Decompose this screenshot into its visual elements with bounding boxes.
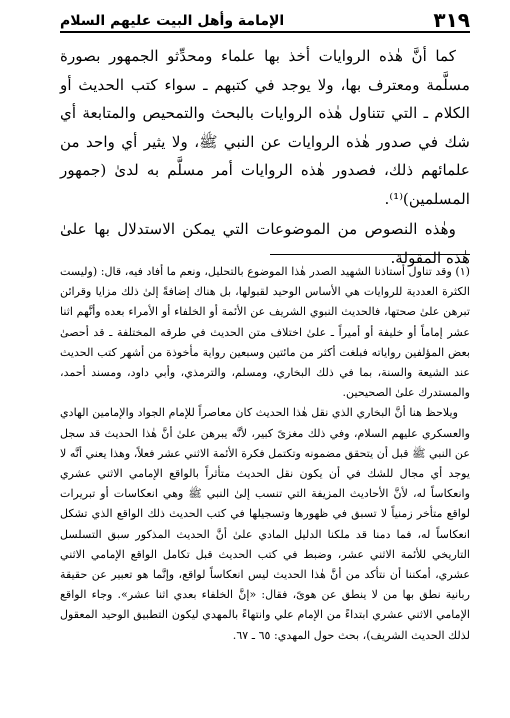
running-title: الإمامة وأهل البيت عليهم السلام — [60, 13, 285, 29]
footnotes — [60, 262, 470, 646]
footnote-1-continuation: ويلاحظ هنا أنَّ البخاري الذي نقل هٰذا الحديث كان معاصراً للإمام الجواد والإمامين الهادي والعسكري عليهم السلام، وفي ذلك مغزىً كبير، لأنَّه يبرهن علىٰ أنَّ هٰذا الحديث قد سجل عن النبي ﷺ قبل أن يتحقق مضمونه وتكتمل فكرة الأئمة الاثني عشر فعلاً، وهذا يعني أنَّه لا يوجد أي مجال للشك في أن يكون نقل الحديث متأثراً بالواقع الإمامي الاثني عشري وانعكاساً له، لأنَّ الأحاديث المزيفة التي تنسب إلىٰ النبي ﷺ وهي انعكاسات أو تبريرات لواقع متأخر زمنياً لا تسبق في ظهورها وتسجيلها في كتب الحديث ذلك الواقع الذي تشكل انعكاساً له، فما دمنا قد ملكنا الدليل المادي علىٰ أنَّ الحديث المذكور سبق التسلسل التاريخي للأئمة الاثني عشر، وضبط في كتب الحديث قبل تكامل الواقع الإمامي الاثني عشري، أمكننا أن نتأكد من أنَّ هٰذا الحديث ليس انعكاساً لواقع، وإنَّما هو تعبير عن حقيقة ربانية نطق بها من لا ينطق عن هوىً، فقال: «إنَّ الخلفاء بعدي اثنا عشر». وجاء الواقع الإمامي الاثني عشري ابتداءً من الإمام علي وانتهاءً بالمهدي ليكون التطبيق الوحيد المعقول لذلك الحديث الشريف)، بحث حول المهدي: ٦٥ ـ ٦٧. — [60, 406, 470, 642]
main-paragraph: وهٰذه النصوص من الموضوعات التي يمكن الاستدلال بها علىٰ هٰذه المقولة. — [60, 220, 470, 267]
page-header — [60, 8, 470, 30]
main-text — [60, 42, 470, 272]
page-number: ٣١٩ — [433, 8, 470, 32]
main-paragraph: كما أنَّ هٰذه الروايات أخذ بها علماء ومحدِّثو الجمهور بصورة مسلَّمة ومعترف بها، ولا يوجد في كتبهم ـ سواء كتب الحديث أو الكلام ـ التي تتناول هٰذه الروايات بالبحث والتمحيص والمتابعة أي شك في صدور هٰذه الروايات عن النبي ﷺ، ولا يثير أي واحد من علمائهم ذلك، فصدور هٰذه الروايات أمر مسلَّم به لدىٰ (جمهور المسلمين)⁽¹⁾. — [60, 47, 470, 208]
footnote-rule — [270, 254, 470, 255]
header-rule — [60, 31, 470, 33]
footnote-1: (١) وقد تناول أستاذنا الشهيد الصدر هٰذا الموضوع بالتحليل، ونعم ما أفاد فيه، قال: (وليست الكثرة العددية للروايات هي الأساس الوحيد لقبولها، بل هناك إضافةً إلىٰ ذلك مزايا وقرائن تبرهن علىٰ صحتها، فالحديث النبوي الشريف عن الأئمة أو الخلفاء أو الأمراء بعده وأنَّهم اثنا عشر إماماً أو خليفة أو أميراً ـ علىٰ اختلاف متن الحديث في طرقه المختلفة ـ قد أحصىٰ بعض المؤلفين رواياته فبلغت أكثر من مائتين وسبعين رواية مأخوذة من أشهر كتب الحديث عند الشيعة والسنة، بما في ذلك البخاري، ومسلم، والترمذي، وأبي داود، ومسند أحمد، والمستدرك علىٰ الصحيحين. — [60, 265, 470, 400]
